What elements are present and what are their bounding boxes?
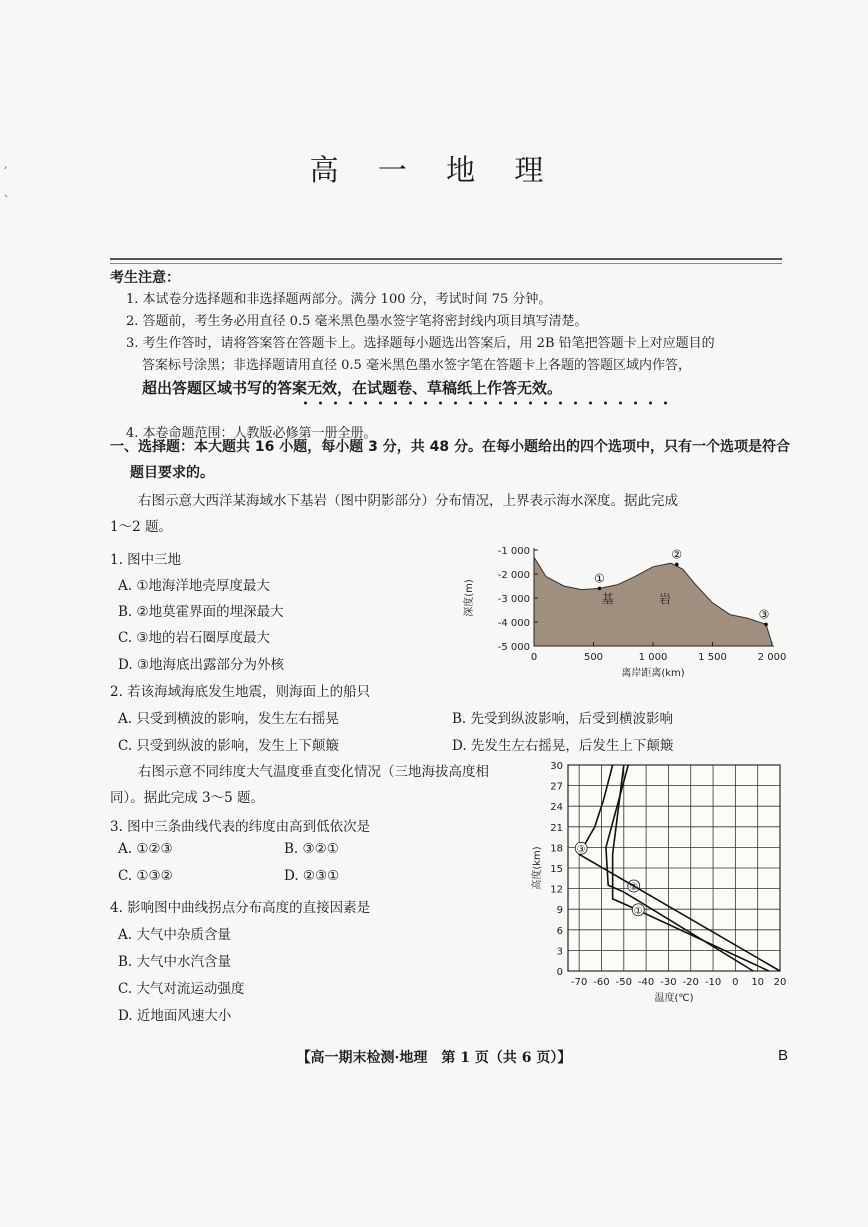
- intro-3-5-line2: 同）。据此完成 3～5 题。: [110, 790, 265, 806]
- q4-stem: 4. 影响图中曲线拐点分布高度的直接因素是: [110, 900, 371, 916]
- x-tick-label: 0: [732, 977, 739, 988]
- location-point-3: [764, 623, 768, 627]
- bedrock-label-2: 岩: [658, 591, 671, 606]
- scan-margin-mark: , 、: [4, 158, 15, 199]
- x-tick-label: 500: [583, 652, 604, 663]
- q3-option-c: C. ①③②: [118, 868, 173, 884]
- temperature-altitude-chart: [526, 757, 796, 1007]
- x-tick-label: -40: [637, 977, 655, 988]
- x-tick-label: -50: [615, 977, 632, 988]
- y-tick-label: -3 000: [497, 594, 530, 605]
- x-tick-label: -60: [593, 977, 610, 988]
- q1-stem: 1. 图中三地: [110, 552, 182, 568]
- intro-1-2-line1: 右图示意大西洋某海域水下基岩（图中阴影部分）分布情况，上界表示海水深度。据此完成: [138, 493, 678, 509]
- series-label-1: ①: [633, 905, 643, 917]
- y-tick-label: 3: [556, 946, 563, 958]
- header-rule-thin: [110, 263, 782, 264]
- y-tick-label: -5 000: [497, 642, 530, 653]
- emphasis-dots: [298, 401, 668, 405]
- q3-option-a: A. ①②③: [118, 841, 173, 857]
- series-label-3: ③: [576, 844, 586, 856]
- x-tick-label: -30: [660, 977, 677, 988]
- bedrock-label-1: 基: [601, 591, 614, 606]
- y-tick-label: 30: [550, 761, 563, 772]
- q3-option-d: D. ②③①: [284, 868, 340, 884]
- location-label-1: ①: [594, 571, 605, 586]
- section-heading-line2: 题目要求的。: [130, 465, 214, 481]
- notice-item-1: 1. 本试卷分选择题和非选择题两部分。满分 100 分，考试时间 75 分钟。: [126, 292, 552, 307]
- intro-1-2-line2: 1～2 题。: [110, 519, 172, 535]
- q2-stem: 2. 若该海域海底发生地震，则海面上的船只: [110, 684, 371, 700]
- x-tick-label: 1 000: [638, 652, 668, 663]
- y-tick-label: 24: [550, 802, 563, 814]
- q3-stem: 3. 图中三条曲线代表的纬度由高到低依次是: [110, 819, 371, 835]
- notice-heading: 考生注意：: [110, 270, 180, 286]
- y-tick-label: 9: [556, 905, 563, 917]
- x-tick-label: 1 500: [698, 652, 727, 663]
- notice-item-3: 3. 考生作答时，请将答案答在答题卡上。选择题每小题选出答案后，用 2B 铅笔把答题卡上对应题目的: [126, 336, 715, 351]
- paper-version: B: [778, 1047, 789, 1064]
- x-tick-label: 2 000: [757, 652, 787, 663]
- section-heading-line1: 一、选择题：本大题共 16 小题，每小题 3 分，共 48 分。在每小题给出的四个选项中，只有一个选项是符合: [110, 439, 790, 455]
- x-tick-label: 0: [530, 652, 538, 663]
- x-tick-label: -10: [704, 977, 722, 988]
- intro-3-5-line1: 右图示意不同纬度大气温度垂直变化情况（三地海拔高度相: [138, 764, 489, 780]
- q4-option-c: C. 大气对流运动强度: [118, 981, 245, 997]
- y-tick-label: 0: [556, 967, 563, 978]
- q1-option-d: D. ③地海底出露部分为外核: [118, 657, 285, 673]
- q1-option-c: C. ③地的岩石圈厚度最大: [118, 630, 271, 646]
- q4-option-b: B. 大气中水汽含量: [118, 954, 232, 970]
- q1-option-a: A. ①地海洋地壳厚度最大: [118, 578, 270, 594]
- location-label-3: ③: [758, 607, 770, 622]
- notice-item-2: 2. 答题前，考生务必用直径 0.5 毫米黑色墨水签字笔将密封线内项目填写清楚。: [126, 314, 588, 329]
- notice-item-3-cont: 答案标号涂黑；非选择题请用直径 0.5 毫米黑色墨水签字笔在答题卡上各题的答题区域内作答，: [142, 358, 691, 373]
- location-point-2: [675, 563, 679, 567]
- seabed-profile-chart: [458, 538, 788, 683]
- x-tick-label: 20: [773, 977, 787, 988]
- y-axis-label: 高度(km): [532, 846, 543, 890]
- x-tick-label: -20: [682, 977, 699, 988]
- page-footer: 【高一期末检测·地理 第 1 页（共 6 页）】: [296, 1050, 572, 1066]
- x-axis-label: 温度(℃): [654, 993, 694, 1004]
- y-axis-label: 深度(m): [464, 579, 475, 617]
- y-tick-label: -2 000: [497, 570, 530, 581]
- x-axis-label: 离岸距离(km): [621, 668, 685, 679]
- bedrock-area: [534, 557, 772, 646]
- q4-option-a: A. 大气中杂质含量: [118, 927, 231, 943]
- series-label-2: ②: [629, 882, 639, 894]
- x-tick-label: 10: [751, 977, 765, 988]
- y-tick-label: -1 000: [497, 546, 530, 557]
- y-tick-label: 12: [550, 884, 563, 896]
- q3-option-b: B. ③②①: [284, 841, 339, 857]
- notice-emphasis-line: 超出答题区域书写的答案无效，在试题卷、草稿纸上作答无效。: [142, 379, 563, 397]
- y-tick-label: 6: [556, 925, 563, 937]
- q2-option-a: A. 只受到横波的影响，发生左右摇晃: [118, 711, 339, 727]
- q1-option-b: B. ②地莫霍界面的埋深最大: [118, 604, 284, 620]
- header-rule: [110, 258, 782, 260]
- y-tick-label: 18: [550, 843, 563, 855]
- notice-item-4: 4. 本卷命题范围：人教版必修第一册全册。: [126, 426, 377, 441]
- page-title: 高 一 地 理: [309, 153, 559, 187]
- q4-option-d: D. 近地面风速大小: [118, 1008, 232, 1024]
- q2-option-b: B. 先受到纵波影响，后受到横波影响: [452, 711, 674, 727]
- location-label-2: ②: [671, 547, 683, 562]
- q2-option-d: D. 先发生左右摇晃，后发生上下颠簸: [452, 738, 674, 754]
- y-tick-label: 15: [550, 864, 563, 875]
- location-point-1: [598, 587, 602, 591]
- x-tick-label: -70: [570, 977, 588, 988]
- y-tick-label: -4 000: [497, 618, 530, 629]
- y-tick-label: 27: [550, 781, 563, 793]
- q2-option-c: C. 只受到纵波的影响，发生上下颠簸: [118, 738, 339, 754]
- y-tick-label: 21: [550, 822, 563, 834]
